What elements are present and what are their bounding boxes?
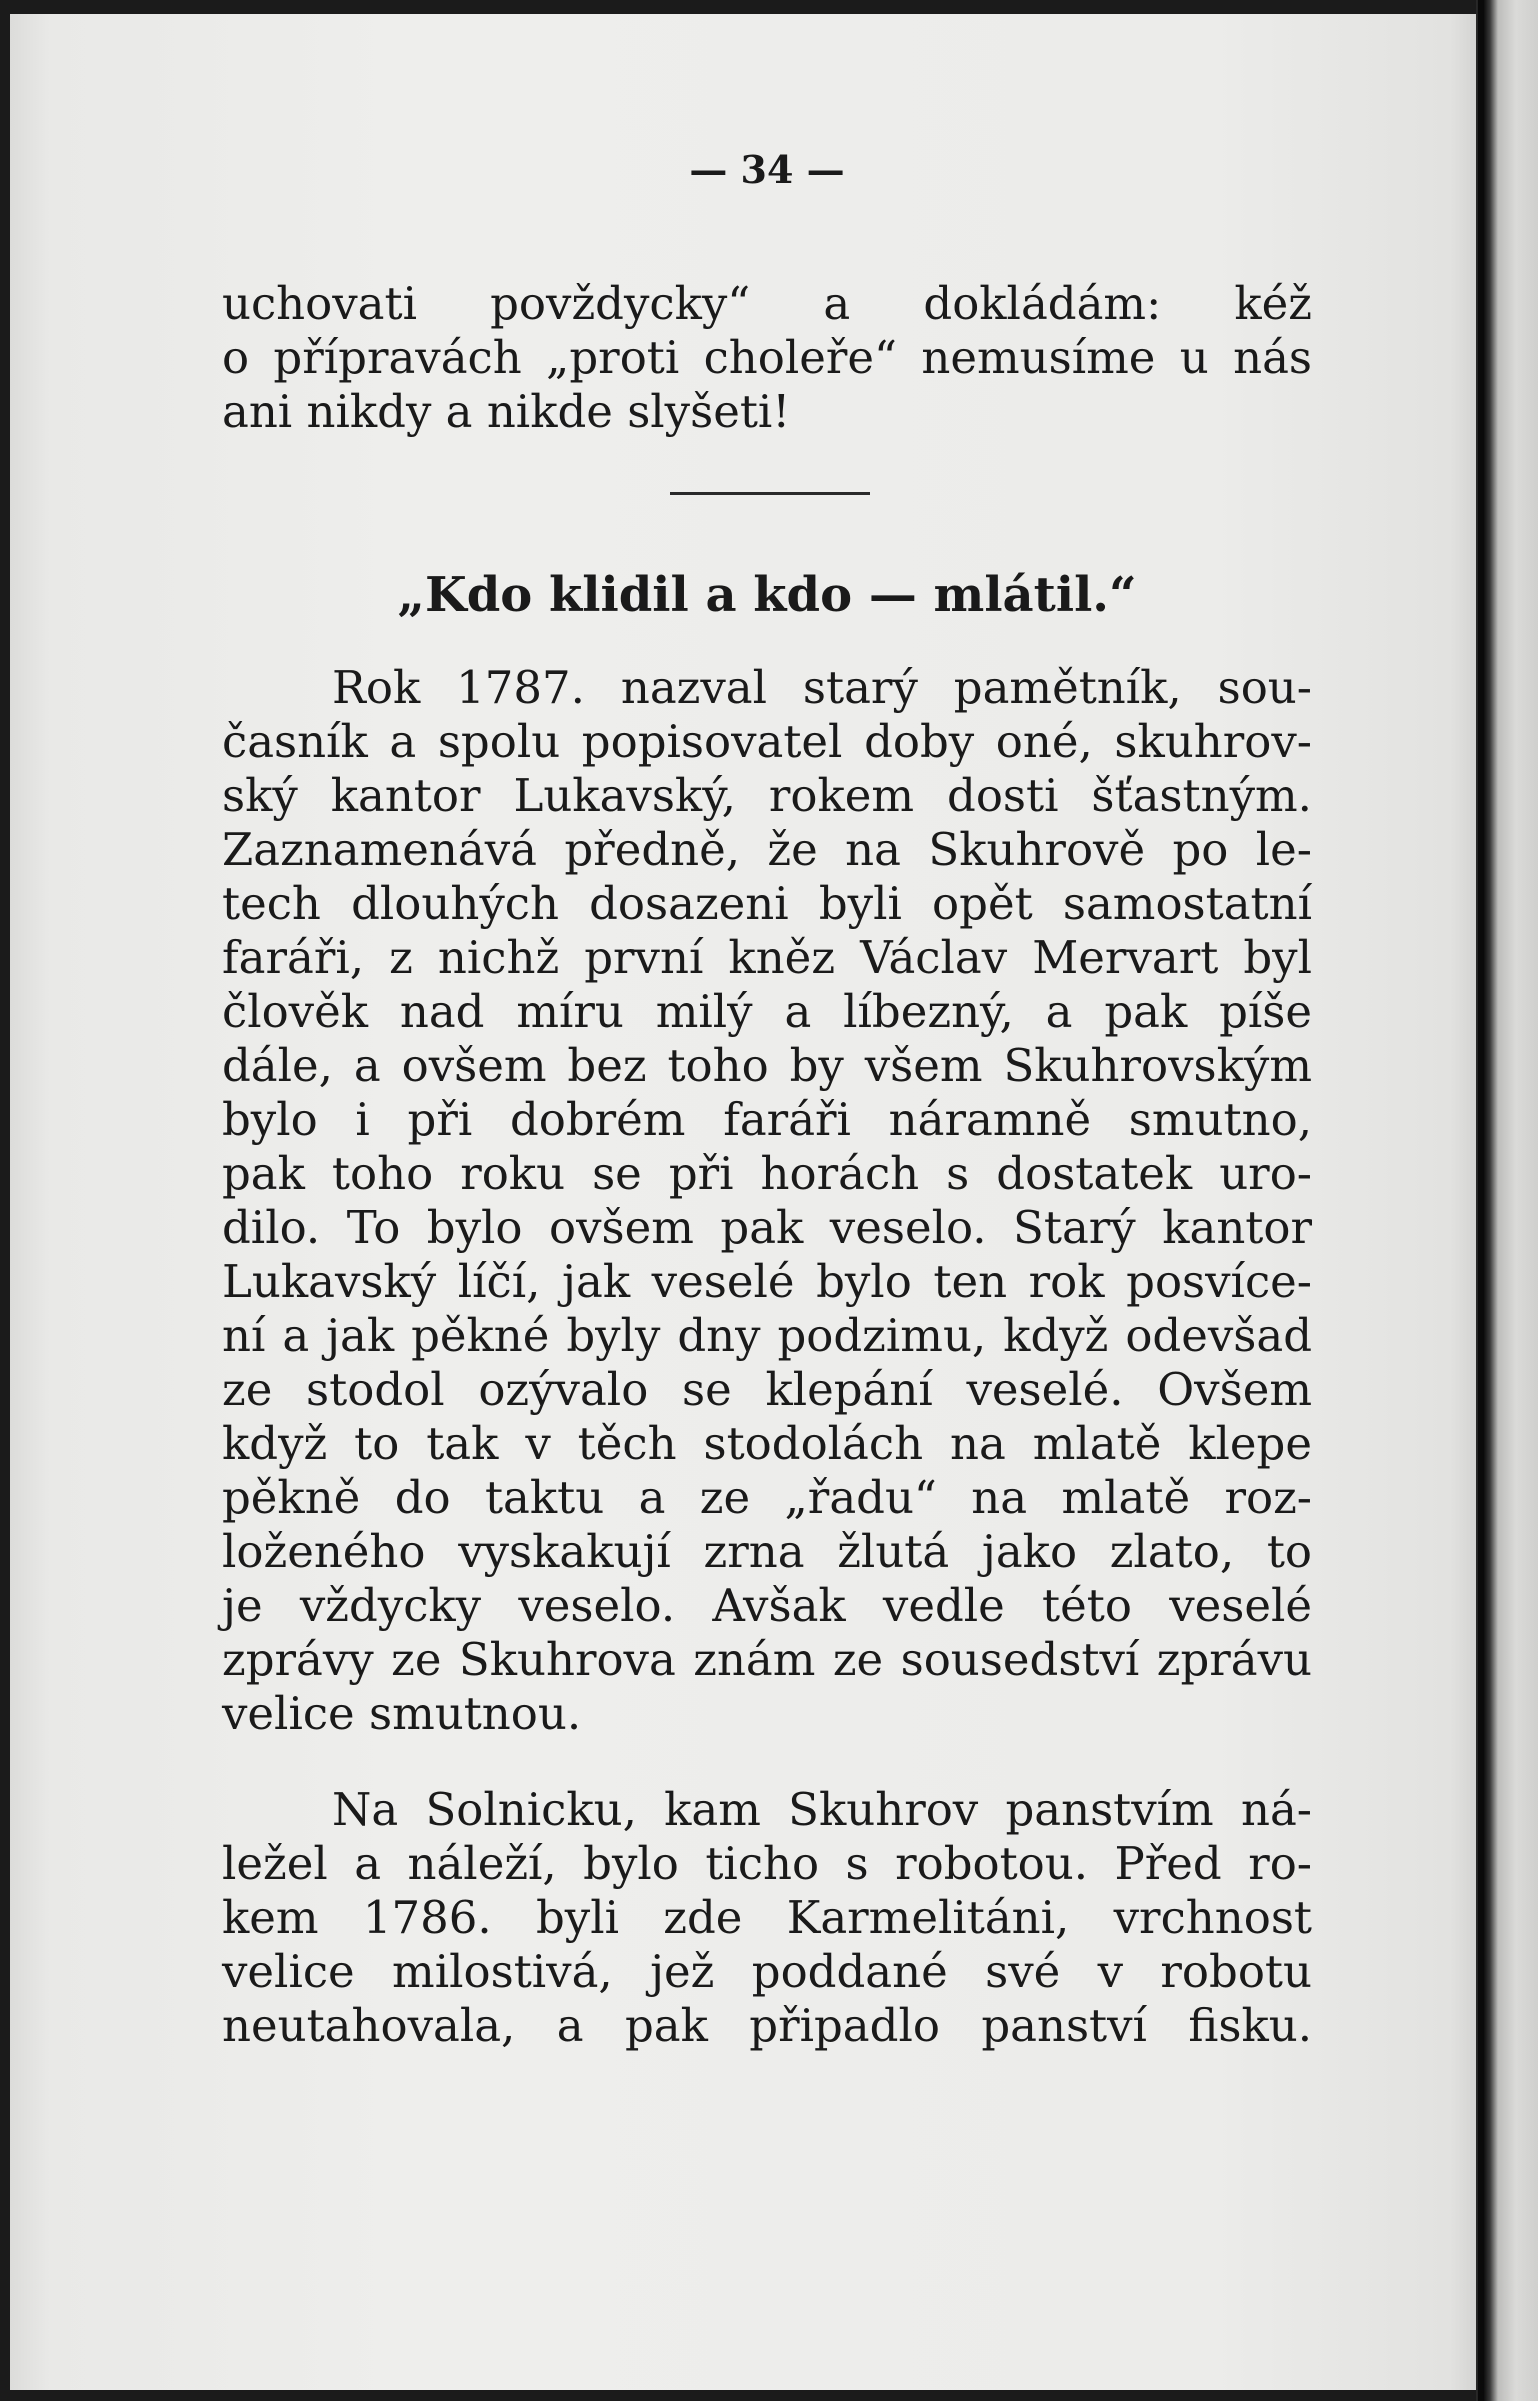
gutter-line [1478,0,1484,2401]
text-line: tech dlouhých dosazeni byli opět samostatní [222,877,1312,930]
text-line: zprávy ze Skuhrova znám ze sousedství zprávu [222,1633,1312,1686]
text-line: velice milostivá, jež poddané své v robotu [222,1945,1312,1998]
text-line: faráři, z nichž první kněz Václav Mervart byl [222,931,1312,984]
text-line: Rok 1787. nazval starý pamětník, sou- [332,661,1312,714]
text-line: dále, a ovšem bez toho by všem Skuhrovským [222,1039,1312,1092]
text-line: Lukavský líčí, jak veselé bylo ten rok posvíce- [222,1255,1312,1308]
text-line: kem 1786. byli zde Karmelitáni, vrchnost [222,1891,1312,1944]
text-line: když to tak v těch stodolách na mlatě klepe [222,1417,1312,1470]
text-line: pěkně do taktu a ze „řadu“ na mlatě roz- [222,1471,1312,1524]
text-line: Zaznamenává předně, že na Skuhrově po le- [222,823,1312,876]
text-line: ský kantor Lukavský, rokem dosti šťastným. [222,769,1312,822]
text-line: člověk nad míru milý a líbezný, a pak píše [222,985,1312,1038]
text-line: dilo. To bylo ovšem pak veselo. Starý kantor [222,1201,1312,1254]
text-line: bylo i při dobrém faráři náramně smutno, [222,1093,1312,1146]
page-number: — 34 — [689,147,845,192]
text-line: ani nikdy a nikde slyšeti! [222,385,791,438]
text-line: je vždycky veselo. Avšak vedle této veselé [222,1579,1312,1632]
text-line: ze stodol ozývalo se klepání veselé. Ovšem [222,1363,1312,1416]
section-divider [670,492,870,495]
text-line: Na Solnicku, kam Skuhrov panstvím ná- [332,1783,1312,1836]
text-line: pak toho roku se při horách s dostatek uro- [222,1147,1312,1200]
section-title: „Kdo klidil a kdo — mlátil.“ [397,567,1137,623]
text-line: o přípravách „proti choleře“ nemusíme u nás [222,331,1312,384]
book-edge [1476,0,1538,2401]
text-line: časník a spolu popisovatel doby oné, skuhrov- [222,715,1312,768]
text-line: neutahovala, a pak připadlo panství fisku. [222,1999,1312,2052]
text-line: ní a jak pěkné byly dny podzimu, když odevšad [222,1309,1312,1362]
text-line: ležel a náleží, bylo ticho s robotou. Před ro- [222,1837,1312,1890]
text-line: uchovati povždycky“ a dokládám: kéž [222,277,1312,330]
text-line: velice smutnou. [222,1687,582,1740]
text-line: loženého vyskakují zrna žlutá jako zlato, to [222,1525,1312,1578]
